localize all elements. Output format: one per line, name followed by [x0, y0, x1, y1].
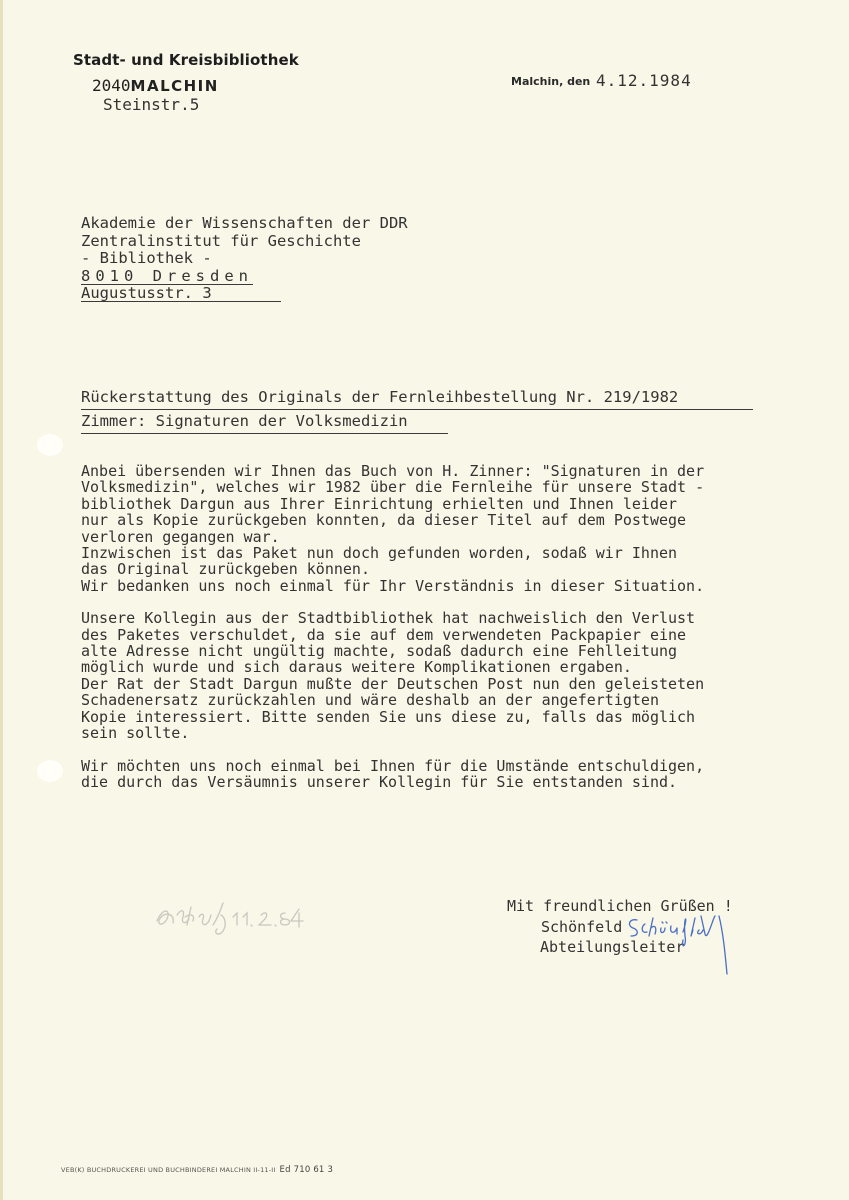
body-line: Schadenersatz zurückzahlen und wäre deshalb an der angefertigten — [81, 691, 659, 710]
handwritten-signature — [623, 912, 733, 978]
recipient-address — [81, 215, 408, 303]
letterhead-city-line — [92, 76, 219, 96]
pencil-note — [151, 895, 361, 943]
body-line: Wir möchten uns noch einmal bei Ihnen für die Umstände entschuldigen, — [81, 756, 705, 775]
body-line: möglich wurde und sich daraus weitere Komplikationen ergaben. — [81, 658, 632, 677]
recipient-line-1: Akademie der Wissenschaften der DDR — [81, 214, 408, 232]
letterhead-institution: Stadt- und Kreisbibliothek — [73, 51, 299, 69]
closing-greeting: Mit freundlichen Grüßen ! — [507, 897, 733, 915]
body-line: alte Adresse nicht ungültig machte, sodaß dadurch eine Fehlleitung — [81, 642, 678, 661]
letterhead-postal-code: 2040 — [92, 76, 131, 95]
body-line: nur als Kopie zurückgeben konnten, da dieser Titel auf dem Postwege — [81, 511, 687, 530]
closing-title: Abteilungsleiter — [540, 938, 685, 956]
punch-hole-bottom — [37, 760, 63, 782]
paragraph-1 — [81, 463, 704, 594]
body-line: Unsere Kollegin aus der Stadtbibliothek hat nachweislich den Verlust — [81, 609, 696, 628]
recipient-line-4: 8010 Dresden — [81, 266, 253, 285]
date-value: 4.12.1984 — [596, 71, 692, 90]
body-line: bibliothek Dargun aus Ihrer Einrichtung erhielten und Ihnen leider — [81, 494, 678, 513]
letter-body — [81, 463, 704, 790]
printer-footer — [61, 1165, 333, 1175]
recipient-line-2: Zentralinstitut für Geschichte — [81, 231, 361, 250]
letterhead-street: Steinstr.5 — [103, 95, 200, 114]
body-line: Der Rat der Stadt Dargun mußte der Deutschen Post nun den geleisteten — [81, 674, 705, 693]
body-line: die durch das Versäumnis unserer Kollegin für Sie entstanden sind. — [81, 772, 678, 791]
recipient-line-5: Augustusstr. 3 — [81, 286, 281, 302]
subject-line-2: Zimmer: Signaturen der Volksmedizin — [81, 410, 448, 434]
paragraph-3 — [81, 758, 704, 791]
form-code: Ed 710 61 3 — [279, 1165, 334, 1175]
body-line: Wir bedanken uns noch einmal für Ihr Verständnis in dieser Situation. — [81, 576, 705, 595]
punch-hole-top — [37, 434, 63, 456]
body-line: Anbei übersenden wir Ihnen das Buch von H. Zinner: "Signaturen in der — [81, 462, 705, 480]
paragraph-2 — [81, 610, 704, 741]
body-line: das Original zurückgeben können. — [81, 560, 370, 579]
body-line: Inzwischen ist das Paket nun doch gefunden worden, sodaß wir Ihnen — [81, 544, 678, 563]
date-label: Malchin, den — [511, 75, 591, 88]
body-line: Volksmedizin", welches wir 1982 über die Fernleihe für unsere Stadt - — [81, 478, 705, 497]
recipient-line-3: - Bibliothek - — [81, 249, 212, 268]
printer-imprint: VEB(K) BUCHDRUCKEREI UND BUCHBINDEREI MALCHIN II-11-II — [61, 1166, 276, 1174]
letterhead-city: MALCHIN — [130, 77, 219, 95]
closing-name: Schönfeld — [541, 918, 623, 936]
subject-line-1: Rückerstattung des Originals der Fernleihbestellung Nr. 219/1982 — [81, 386, 753, 410]
body-line: des Paketes verschuldet, da sie auf dem verwendeten Packpapier eine — [81, 625, 687, 644]
subject-block — [81, 386, 753, 434]
body-line: sein sollte. — [81, 724, 190, 743]
body-line: Kopie interessiert. Bitte senden Sie uns diese zu, falls das möglich — [81, 707, 696, 726]
body-line: verloren gegangen war. — [81, 527, 280, 546]
